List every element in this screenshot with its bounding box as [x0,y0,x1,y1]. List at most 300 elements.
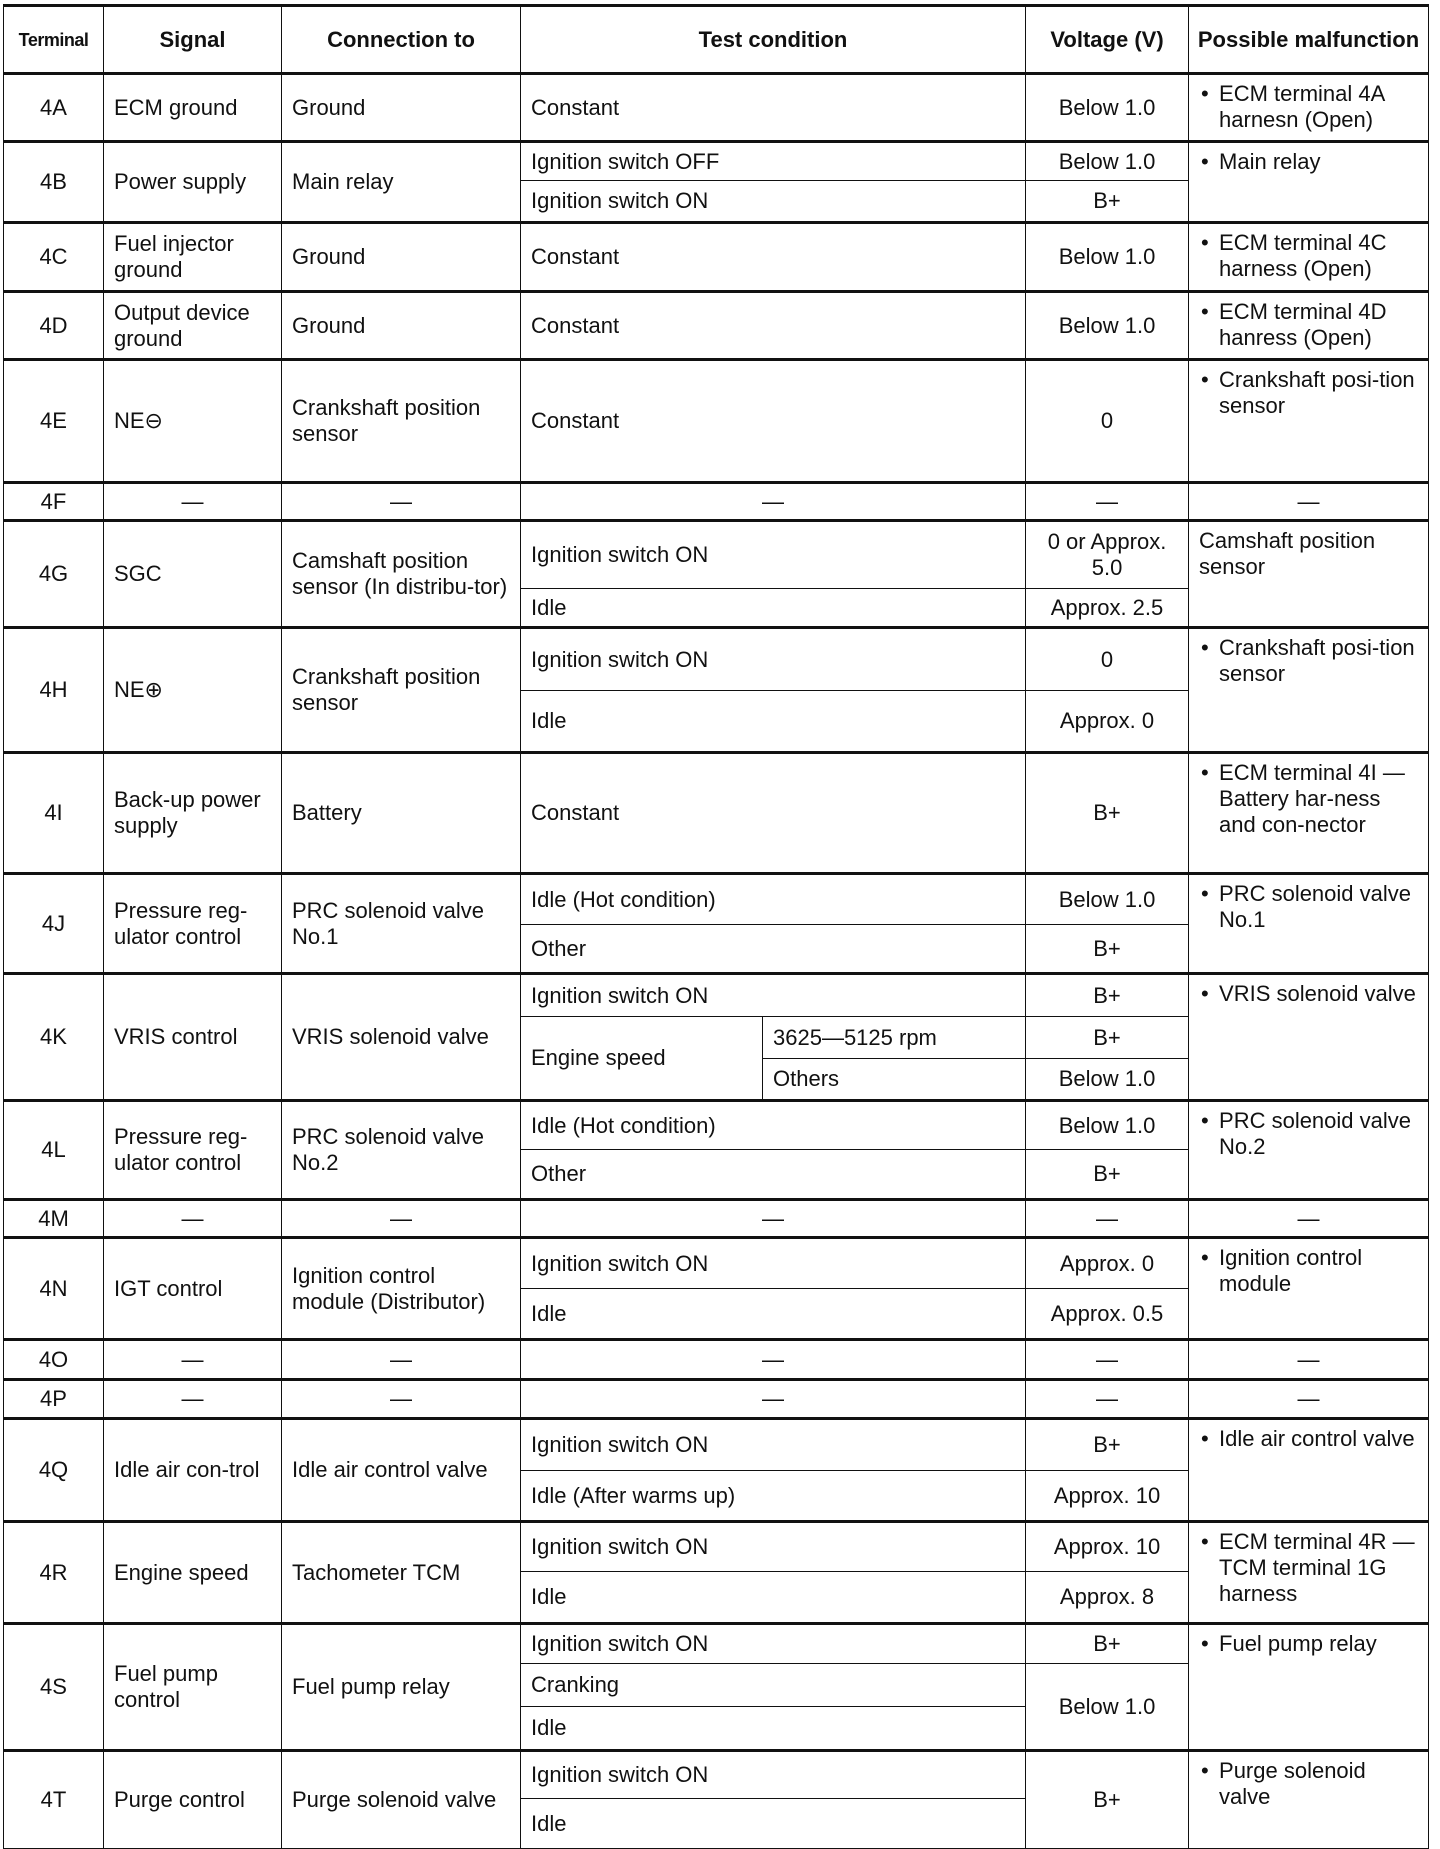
connection-cell [282,1340,521,1380]
signal-cell-text: NE⊕ [114,677,163,702]
voltage-cell-text: Approx. 10 [1053,1482,1161,1508]
connection-cell [282,1419,521,1522]
test-condition-cell [521,142,1026,181]
voltage-cell-text: Approx. 8 [1059,1584,1155,1609]
table-row [4,1340,1429,1380]
header-test-condition: Test condition [521,6,1026,74]
test-condition-cell [521,74,1026,142]
test-condition-cell-text: Cranking [531,1672,620,1697]
table-row [4,753,1429,874]
connection-cell [282,74,521,142]
voltage-cell-text: — [1096,1205,1119,1231]
terminal-cell [4,1238,104,1340]
voltage-cell [1026,483,1189,521]
malfunction-cell [1189,1624,1429,1751]
test-condition-cell [521,1707,1026,1751]
signal-cell-text: Power supply [114,169,247,194]
voltage-cell-text: Below 1.0 [1058,244,1156,269]
voltage-cell [1026,292,1189,360]
signal-cell [104,142,282,223]
test-condition-cell-text: Ignition switch ON [531,646,709,672]
malfunction-cell [1189,628,1429,753]
test-condition-cell [521,1150,1026,1200]
malfunction-cell [1189,360,1429,483]
terminal-cell-text: 4N [39,1275,68,1301]
test-condition-cell-text: — [762,1346,784,1372]
malfunction-cell-text: • ECM terminal 4R — TCM terminal 1G harness [1199,1529,1418,1607]
signal-cell [104,1751,282,1849]
signal-cell [104,874,282,974]
terminal-cell [4,360,104,483]
terminal-cell-text: 4J [41,910,66,936]
voltage-cell-text: B+ [1093,1432,1121,1457]
terminal-cell-text: 4C [39,244,68,269]
connection-cell [282,292,521,360]
connection-cell [282,974,521,1101]
signal-cell-text: ECM ground [114,94,238,120]
connection-cell [282,1238,521,1340]
terminal-cell-text: 4O [38,1346,69,1372]
malfunction-cell [1189,1238,1429,1340]
header-voltage: Voltage (V) [1026,6,1189,74]
terminal-cell-text: 4I [44,800,63,825]
signal-cell [104,223,282,292]
connection-cell-text: Ground [292,94,366,120]
signal-cell [104,1419,282,1522]
signal-cell-text: NE⊖ [114,408,163,433]
voltage-cell [1026,1664,1189,1751]
header-malfunction: Possible malfunction [1189,6,1429,74]
connection-cell-text: Ground [292,312,366,338]
test-condition-cell [521,1471,1026,1522]
test-subcondition-cell [763,1017,1026,1059]
signal-cell-text: — [181,488,204,514]
test-subcondition-cell [763,1059,1026,1101]
terminal-cell [4,1340,104,1380]
test-condition-cell [521,1380,1026,1419]
malfunction-cell-text: • Purge solenoid valve [1199,1758,1418,1810]
signal-cell-text: Fuel injector ground [114,231,234,282]
table-row [4,74,1429,142]
test-condition-cell [521,1799,1026,1849]
malfunction-cell-text: • Main relay [1199,149,1418,175]
voltage-cell-text: — [1096,1346,1119,1372]
signal-cell-text: Fuel pump control [114,1661,218,1712]
table-row [4,874,1429,925]
connection-cell [282,753,521,874]
test-condition-cell [521,1289,1026,1340]
header-terminal: Terminal [4,6,104,74]
voltage-cell [1026,142,1189,181]
connection-cell [282,1522,521,1624]
test-condition-cell-text: Ignition switch ON [531,1762,709,1787]
malfunction-cell-text: • Fuel pump relay [1199,1631,1418,1657]
terminal-cell [4,628,104,753]
test-condition-cell-text: Idle [531,1810,567,1836]
table-row [4,1101,1429,1150]
test-condition-cell-text: Idle (Hot condition) [531,1112,716,1138]
malfunction-cell-text: • ECM terminal 4C harness (Open) [1199,230,1418,282]
voltage-cell [1026,1289,1189,1340]
connection-cell-text: — [390,1346,412,1372]
voltage-cell [1026,753,1189,874]
voltage-cell-text: Below 1.0 [1058,886,1156,912]
malfunction-cell [1189,1522,1429,1624]
test-subcondition-cell-text: 3625—5125 rpm [773,1024,937,1050]
table-row [4,1419,1429,1471]
voltage-cell-text: Approx. 10 [1053,1534,1161,1559]
terminal-cell-text: 4S [40,1674,67,1699]
connection-cell [282,1624,521,1751]
connection-cell [282,874,521,974]
connection-cell [282,142,521,223]
voltage-cell [1026,1238,1189,1289]
malfunction-cell [1189,142,1429,223]
voltage-cell-text: Below 1.0 [1058,312,1156,338]
voltage-cell [1026,589,1189,628]
table-row [4,292,1429,360]
malfunction-cell [1189,1340,1429,1380]
terminal-cell-text: 4H [39,677,68,702]
malfunction-cell-text: • ECM terminal 4A harnesn (Open) [1199,81,1418,133]
malfunction-cell [1189,521,1429,628]
test-condition-cell-text: Ignition switch OFF [531,148,720,174]
test-condition-cell [521,874,1026,925]
signal-cell-text: Back-up power supply [114,787,261,838]
malfunction-cell-text: • VRIS solenoid valve [1199,981,1418,1007]
voltage-cell [1026,1200,1189,1238]
signal-cell [104,1340,282,1380]
voltage-cell [1026,1150,1189,1200]
voltage-cell [1026,1101,1189,1150]
voltage-cell [1026,1522,1189,1572]
signal-cell [104,360,282,483]
table-row [4,1200,1429,1238]
signal-cell [104,292,282,360]
test-condition-cell [521,483,1026,521]
terminal-cell-text: 4G [38,561,69,586]
voltage-cell-text: Below 1.0 [1058,1112,1156,1138]
connection-cell-text: Fuel pump relay [292,1674,450,1699]
test-condition-cell [521,1101,1026,1150]
terminal-cell-text: 4L [41,1137,66,1162]
test-condition-cell-text: Idle [531,1300,567,1326]
voltage-cell-text: B+ [1093,982,1121,1008]
terminal-cell-text: 4P [40,1386,67,1411]
terminal-cell [4,1522,104,1624]
table-row [4,1751,1429,1799]
test-condition-cell-text: — [762,1205,784,1231]
table-row [4,483,1429,521]
malfunction-cell-text: • PRC solenoid valve No.1 [1199,881,1418,933]
test-condition-cell [521,1340,1026,1380]
malfunction-cell-text: • Crankshaft posi-tion sensor [1199,367,1418,419]
test-condition-cell-text: Idle (Hot condition) [531,886,716,912]
connection-cell [282,628,521,753]
connection-cell-text: Ignition control module (Distributor) [292,1262,486,1314]
terminal-cell-text: 4M [38,1205,69,1231]
terminal-cell [4,874,104,974]
connection-cell-text: Camshaft position sensor (In distribu-tor) [292,548,508,599]
connection-cell [282,223,521,292]
voltage-cell-text: — [1096,488,1119,514]
test-condition-cell-text: Constant [531,408,620,433]
voltage-cell-text: Below 1.0 [1058,94,1156,120]
signal-cell-text: IGT control [114,1275,223,1301]
table-row [4,628,1429,691]
voltage-cell-text: Below 1.0 [1058,1066,1156,1091]
connection-cell-text: VRIS solenoid valve [292,1024,489,1049]
signal-cell-text: VRIS control [114,1024,238,1049]
table-row [4,223,1429,292]
malfunction-cell [1189,292,1429,360]
signal-cell [104,483,282,521]
terminal-cell [4,521,104,628]
signal-cell [104,521,282,628]
connection-cell-text: Crankshaft position sensor [292,395,481,446]
terminal-cell [4,1380,104,1419]
signal-cell [104,1624,282,1751]
test-condition-cell [521,589,1026,628]
signal-cell-text: Pressure reg-ulator control [114,897,248,949]
voltage-cell-text: Approx. 2.5 [1050,594,1164,620]
malfunction-cell [1189,874,1429,974]
terminal-cell [4,74,104,142]
test-condition-cell-text: Engine speed [531,1045,666,1070]
terminal-cell [4,974,104,1101]
terminal-cell [4,1200,104,1238]
test-condition-cell [521,223,1026,292]
header-connection: Connection to [282,6,521,74]
voltage-cell [1026,521,1189,589]
malfunction-cell-text: • Crankshaft posi-tion sensor [1199,635,1418,687]
test-condition-cell [521,1522,1026,1572]
signal-cell-text: Engine speed [114,1559,249,1585]
table-row [4,1522,1429,1572]
terminal-cell-text: 4A [40,94,67,120]
voltage-cell-text: B+ [1093,188,1121,213]
test-condition-cell-text: Idle [531,1584,567,1609]
terminal-cell [4,223,104,292]
signal-cell [104,753,282,874]
voltage-cell [1026,974,1189,1017]
test-condition-cell [521,628,1026,691]
signal-cell [104,1101,282,1200]
test-condition-cell-text: Constant [531,94,620,120]
test-condition-cell [521,1624,1026,1664]
terminal-cell [4,483,104,521]
test-condition-cell [521,1664,1026,1707]
table-row [4,142,1429,181]
test-subcondition-cell-text: Others [773,1066,840,1091]
voltage-cell [1026,1380,1189,1419]
terminal-cell [4,1751,104,1849]
test-condition-cell [521,974,1026,1017]
voltage-cell [1026,1572,1189,1624]
malfunction-cell-text: Camshaft position sensor [1199,528,1376,579]
test-condition-cell-text: Constant [531,800,620,825]
signal-cell-text: Pressure reg-ulator control [114,1124,248,1175]
connection-cell [282,360,521,483]
signal-cell [104,628,282,753]
voltage-cell [1026,1340,1189,1380]
connection-cell-text: Idle air control valve [292,1457,488,1482]
signal-cell [104,74,282,142]
connection-cell-text: Purge solenoid valve [292,1787,497,1812]
voltage-cell-text: Approx. 0.5 [1050,1300,1164,1326]
terminal-cell [4,142,104,223]
connection-cell-text: PRC solenoid valve No.1 [292,897,484,949]
connection-cell [282,1101,521,1200]
terminal-cell [4,1624,104,1751]
test-condition-cell [521,1572,1026,1624]
signal-cell-text: — [181,1205,204,1231]
terminal-cell-text: 4Q [38,1457,69,1482]
malfunction-cell [1189,74,1429,142]
malfunction-cell [1189,1200,1429,1238]
terminal-cell [4,753,104,874]
test-condition-cell [521,181,1026,223]
voltage-cell [1026,628,1189,691]
voltage-cell-text: 0 or Approx. 5.0 [1047,529,1167,580]
terminal-cell-text: 4K [40,1024,67,1049]
terminal-cell-text: 4B [40,169,67,194]
malfunction-cell [1189,223,1429,292]
test-condition-cell-text: Idle (After warms up) [531,1482,736,1508]
connection-cell-text: Tachometer TCM [292,1559,461,1585]
connection-cell-text: PRC solenoid valve No.2 [292,1124,484,1175]
voltage-cell-text: B+ [1093,1631,1121,1656]
table-row [4,1238,1429,1289]
voltage-cell [1026,181,1189,223]
malfunction-cell-text: — [1297,488,1320,514]
voltage-cell-text: — [1096,1386,1119,1411]
connection-cell-text: Battery [292,800,362,825]
malfunction-cell [1189,1751,1429,1849]
connection-cell-text: Ground [292,244,366,269]
malfunction-cell [1189,1419,1429,1522]
voltage-cell [1026,1751,1189,1849]
test-condition-cell [521,1238,1026,1289]
test-condition-cell-text: Constant [531,244,620,269]
connection-cell-text: — [390,488,412,514]
test-condition-cell [521,360,1026,483]
connection-cell-text: Main relay [292,169,394,194]
test-condition-cell-text: Other [531,1161,587,1186]
malfunction-cell-text: • Idle air control valve [1199,1426,1418,1452]
test-condition-cell [521,925,1026,974]
test-condition-cell-text: Ignition switch ON [531,982,709,1008]
voltage-cell-text: B+ [1093,935,1121,961]
signal-cell [104,974,282,1101]
malfunction-cell-text: — [1297,1346,1320,1372]
signal-cell-text: SGC [114,561,162,586]
voltage-cell [1026,74,1189,142]
voltage-cell-text: Approx. 0 [1059,1250,1155,1276]
malfunction-cell-text: — [1297,1205,1320,1231]
voltage-cell-text: 0 [1100,408,1114,433]
voltage-cell [1026,925,1189,974]
table-row [4,360,1429,483]
test-condition-cell-text: Ignition switch ON [531,1432,709,1457]
ecm-terminal-table [3,4,1429,1849]
voltage-cell [1026,1471,1189,1522]
voltage-cell-text: Below 1.0 [1058,1693,1156,1719]
voltage-cell-text: B+ [1093,1024,1121,1050]
test-condition-cell [521,521,1026,589]
test-condition-cell-text: Ignition switch ON [531,188,709,213]
connection-cell-text: Crankshaft position sensor [292,664,481,715]
connection-cell [282,483,521,521]
malfunction-cell-text: • PRC solenoid valve No.2 [1199,1108,1418,1160]
voltage-cell-text: Approx. 0 [1059,708,1155,733]
test-condition-cell-text: Constant [531,312,620,338]
malfunction-cell-text: • ECM terminal 4D hanress (Open) [1199,299,1418,351]
test-condition-cell [521,1017,763,1101]
malfunction-cell-text: — [1297,1386,1320,1411]
table-row [4,1624,1429,1664]
voltage-cell [1026,223,1189,292]
voltage-cell-text: B+ [1093,800,1121,825]
signal-cell-text: Idle air con-trol [114,1457,260,1482]
test-condition-cell-text: Other [531,935,587,961]
test-condition-cell-text: — [762,488,784,514]
test-condition-cell-text: Idle [531,1715,567,1740]
test-condition-cell [521,292,1026,360]
header-signal: Signal [104,6,282,74]
signal-cell [104,1200,282,1238]
terminal-cell [4,1419,104,1522]
malfunction-cell [1189,1101,1429,1200]
signal-cell [104,1380,282,1419]
malfunction-cell [1189,483,1429,521]
connection-cell-text: — [390,1205,412,1231]
table-row [4,1380,1429,1419]
test-condition-cell [521,1751,1026,1799]
test-condition-cell [521,1200,1026,1238]
malfunction-cell-text: • ECM terminal 4I — Battery har-ness and con-nector [1199,760,1418,838]
test-condition-cell-text: Idle [531,594,567,620]
test-condition-cell-text: — [762,1386,784,1411]
terminal-cell [4,292,104,360]
terminal-cell-text: 4T [40,1787,67,1812]
voltage-cell-text: B+ [1093,1787,1121,1812]
voltage-cell [1026,691,1189,753]
terminal-cell [4,1101,104,1200]
voltage-cell-text: Below 1.0 [1058,148,1156,174]
test-condition-cell-text: Ignition switch ON [531,1534,709,1559]
voltage-cell [1026,1419,1189,1471]
malfunction-cell-text: • Ignition control module [1199,1245,1418,1297]
connection-cell [282,1751,521,1849]
test-condition-cell [521,691,1026,753]
test-condition-cell [521,753,1026,874]
table-row [4,974,1429,1017]
test-condition-cell-text: Ignition switch ON [531,1631,709,1656]
voltage-cell-text: B+ [1093,1161,1121,1186]
malfunction-cell [1189,974,1429,1101]
connection-cell [282,1380,521,1419]
voltage-cell [1026,1059,1189,1101]
voltage-cell-text: 0 [1100,646,1114,672]
terminal-cell-text: 4F [40,488,67,514]
voltage-cell [1026,1624,1189,1664]
signal-cell-text: — [181,1346,204,1372]
signal-cell-text: Purge control [114,1787,245,1812]
voltage-cell [1026,1017,1189,1059]
terminal-cell-text: 4E [40,408,67,433]
terminal-cell-text: 4R [39,1559,68,1585]
